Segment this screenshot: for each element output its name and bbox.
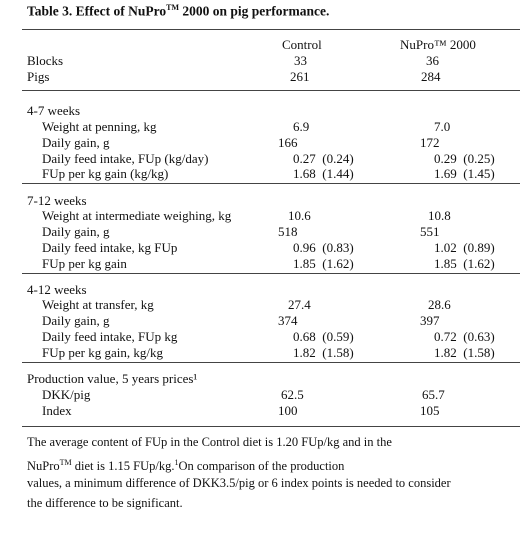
nupro-value: 397	[420, 313, 440, 328]
control-value: 33	[294, 53, 307, 68]
nupro-value: 36	[426, 53, 439, 68]
row-label: FUp per kg gain	[42, 256, 127, 271]
row-label: Daily feed intake, kg FUp	[42, 240, 178, 255]
section-label: 7-12 weeks	[27, 193, 87, 208]
control-value: 27.4	[288, 297, 311, 312]
control-value: 518	[278, 224, 298, 239]
control-value: 0.68 (0.59)	[293, 329, 354, 344]
table-bottom-rule	[22, 426, 520, 427]
row-label: Weight at penning, kg	[42, 119, 157, 134]
nupro-value: 1.82 (1.58)	[434, 345, 495, 360]
row-label: Weight at transfer, kg	[42, 297, 154, 312]
row-label: Index	[42, 403, 72, 418]
section-label: Pigs	[27, 69, 50, 84]
nupro-value: 551	[420, 224, 440, 239]
control-value: 10.6	[288, 208, 311, 223]
control-value: 261	[290, 69, 310, 84]
footnote-line: values, a minimum difference of DKK3.5/pig or 6 index points is needed to consider	[27, 476, 451, 490]
control-value: 1.85 (1.62)	[293, 256, 354, 271]
nupro-value: 172	[420, 135, 440, 150]
row-label: Weight at intermediate weighing, kg	[42, 208, 232, 223]
section-rule	[22, 362, 520, 363]
column-header-nupro: NuPro™ 2000	[400, 37, 476, 52]
footnote-line: The average content of FUp in the Control diet is 1.20 FUp/kg and in the	[27, 435, 392, 449]
section-label: 4-12 weeks	[27, 282, 87, 297]
nupro-value: 65.7	[422, 387, 445, 402]
table-top-rule	[22, 29, 520, 30]
nupro-value: 10.8	[428, 208, 451, 223]
row-label: Daily gain, g	[42, 313, 110, 328]
control-value: 166	[278, 135, 298, 150]
column-header-control: Control	[282, 37, 322, 52]
footnote-line: NuPro™ diet is 1.15 FUp/kg.$^1$On comparison of the production	[27, 458, 345, 474]
row-label: DKK/pig	[42, 387, 91, 402]
row-label: Daily feed intake, FUp kg	[42, 329, 178, 344]
control-value: 1.68 (1.44)	[293, 166, 354, 181]
nupro-value: 1.69 (1.45)	[434, 166, 495, 181]
nupro-value: 105	[420, 403, 440, 418]
control-value: 100	[278, 403, 298, 418]
section-label: Production value, 5 years prices¹	[27, 371, 198, 386]
nupro-value: 0.29 (0.25)	[434, 151, 495, 166]
footnote-line: the difference to be significant.	[27, 496, 183, 510]
row-label: Daily gain, g	[42, 135, 110, 150]
section-rule	[22, 273, 520, 274]
section-rule	[22, 183, 520, 184]
nupro-value: 7.0	[434, 119, 451, 134]
section-rule	[22, 90, 520, 91]
nupro-value: 1.85 (1.62)	[434, 256, 495, 271]
row-label: Daily feed intake, FUp (kg/day)	[42, 151, 209, 166]
nupro-value: 284	[421, 69, 441, 84]
nupro-value: 1.02 (0.89)	[434, 240, 495, 255]
row-label: Daily gain, g	[42, 224, 110, 239]
row-label: FUp per kg gain (kg/kg)	[42, 166, 169, 181]
control-value: 6.9	[293, 119, 310, 134]
control-value: 0.27 (0.24)	[293, 151, 354, 166]
section-label: Blocks	[27, 53, 64, 68]
nupro-value: 28.6	[428, 297, 451, 312]
table-title: Table 3. Effect of NuPro™ 2000 on pig performance.	[27, 3, 330, 19]
control-value: 62.5	[281, 387, 304, 402]
section-label: 4-7 weeks	[27, 103, 81, 118]
control-value: 0.96 (0.83)	[293, 240, 354, 255]
nupro-value: 0.72 (0.63)	[434, 329, 495, 344]
control-value: 1.82 (1.58)	[293, 345, 354, 360]
control-value: 374	[278, 313, 298, 328]
row-label: FUp per kg gain, kg/kg	[42, 345, 163, 360]
